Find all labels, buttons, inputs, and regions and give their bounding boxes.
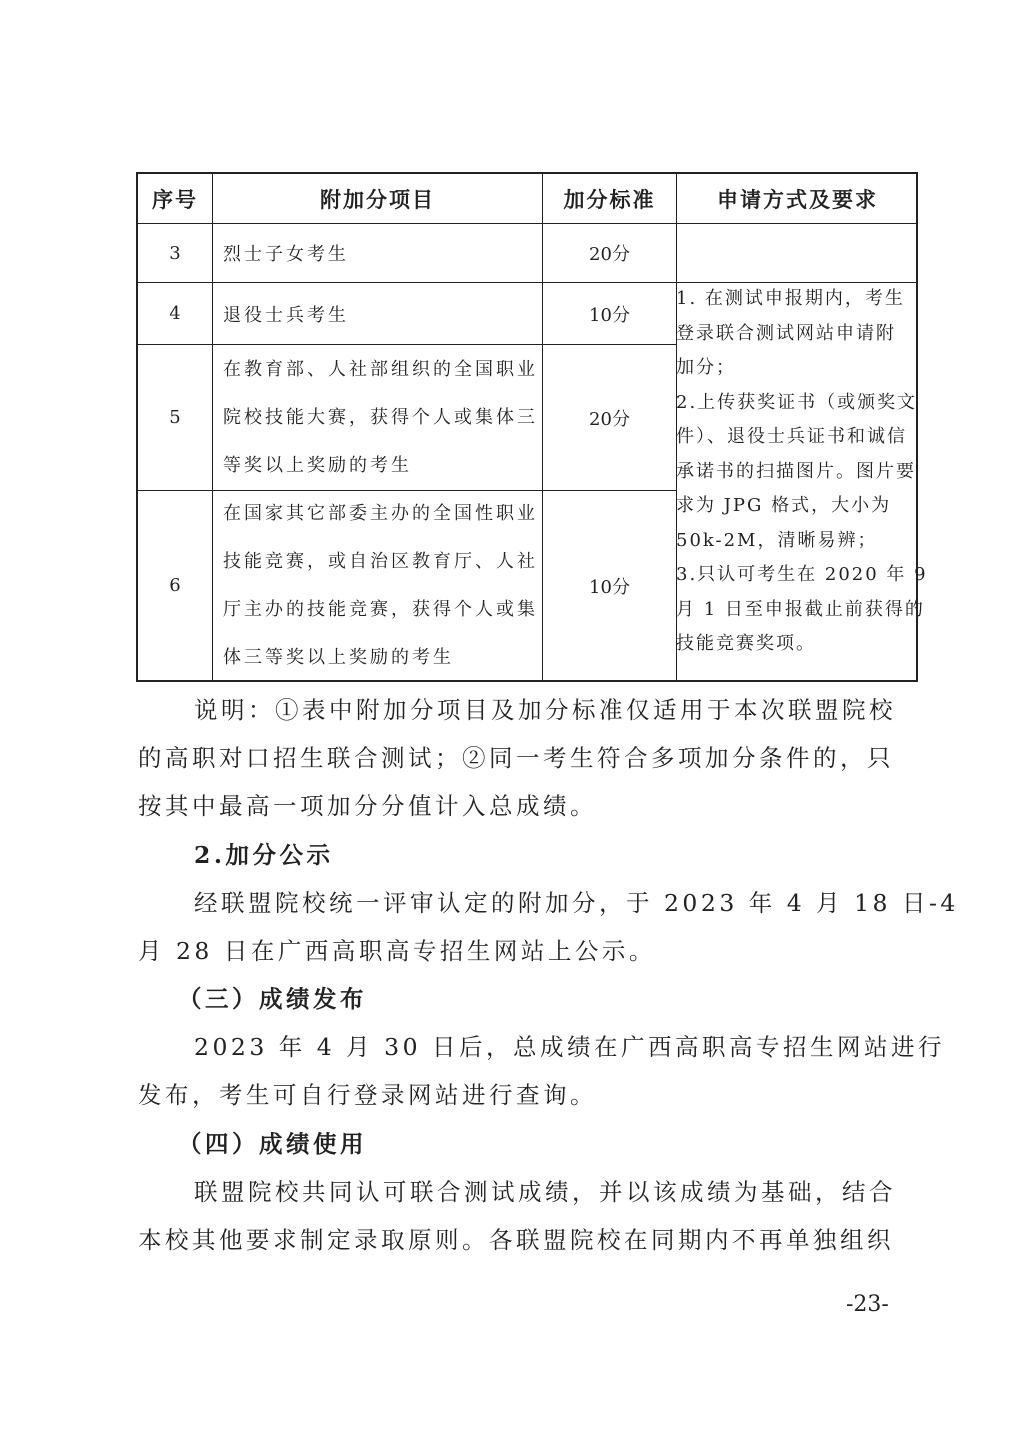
req-line: 登录联合测试网站申请附 (676, 322, 896, 344)
req-line: 加分； (676, 357, 736, 378)
bonus-points-table (136, 172, 928, 682)
req-line: 50k-2M，清晰易辨； (676, 529, 878, 551)
section-score-release (138, 975, 946, 1119)
page-number: -23- (846, 1292, 889, 1317)
item-line: 在教育部、人社部组织的全国职业 (223, 358, 538, 380)
row-score: 10分 (543, 283, 677, 345)
section-heading: （三）成绩发布 (178, 985, 367, 1013)
body-line: 发布，考生可自行登录网站进行查询。 (138, 1081, 597, 1109)
row-requirements-empty (677, 224, 918, 283)
body-line: 2023 年 4 月 30 日后，总成绩在广西高职高专招生网站进行 (194, 1033, 946, 1061)
req-line: 月 1 日至申报截止前获得的 (676, 598, 925, 620)
header-requirements: 申请方式及要求 (677, 174, 918, 224)
item-line: 烈士子女考生 (223, 244, 349, 265)
body-line: 本校其他要求制定录取原则。各联盟院校在同期内不再单独组织 (138, 1226, 894, 1254)
req-line: 件）、退役士兵证书和诚信 (676, 426, 907, 447)
item-line: 等奖以上奖励的考生 (223, 454, 412, 476)
header-no: 序号 (138, 174, 213, 224)
row-score: 10分 (543, 491, 677, 680)
req-line: 1. 在测试申报期内，考生 (676, 288, 905, 309)
item-line: 在国家其它部委主办的全国性职业 (223, 502, 538, 524)
row-score: 20分 (543, 224, 677, 283)
section-bonus-publicity (138, 831, 959, 975)
table-note (138, 686, 908, 830)
section-score-usage (138, 1120, 908, 1264)
application-requirements (676, 282, 928, 662)
row-no: 4 (138, 283, 213, 345)
body-line: 联盟院校共同认可联合测试成绩，并以该成绩为基础，结合 (194, 1178, 896, 1206)
section-heading: 2.加分公示 (194, 841, 334, 869)
item-line: 退役士兵考生 (223, 304, 349, 326)
body-line: 经联盟院校统一评审认定的附加分，于 2023 年 4 月 18 日-4 (194, 889, 959, 917)
row-item (213, 491, 543, 680)
section-heading: （四）成绩使用 (178, 1130, 367, 1158)
item-line: 厅主办的技能竞赛，获得个人或集 (223, 598, 538, 620)
item-line: 院校技能大赛，获得个人或集体三 (223, 406, 538, 428)
req-line: 技能竞赛奖项。 (676, 633, 816, 654)
item-line: 技能竞赛，或自治区教育厅、人社 (223, 550, 538, 572)
body-line: 月 28 日在广西高职高专招生网站上公示。 (138, 937, 656, 965)
row-item (213, 345, 543, 491)
req-line: 承诺书的扫描图片。图片要 (676, 460, 916, 482)
row-no: 6 (138, 491, 213, 680)
row-no: 3 (138, 224, 213, 283)
req-line: 3.只认可考生在 2020 年 9 (676, 564, 928, 585)
req-line: 2.上传获奖证书（或颁奖文 (676, 391, 918, 413)
note-line: 的高职对口招生联合测试；②同一考生符合多项加分条件的，只 (138, 744, 894, 772)
row-no: 5 (138, 345, 213, 491)
header-item: 附加分项目 (213, 174, 543, 224)
row-score: 20分 (543, 345, 677, 491)
note-line: 按其中最高一项加分分值计入总成绩。 (138, 792, 597, 820)
item-line: 体三等奖以上奖励的考生 (223, 646, 454, 668)
header-score: 加分标准 (543, 174, 677, 224)
row-item (213, 283, 543, 345)
note-line: 说明：①表中附加分项目及加分标准仅适用于本次联盟院校 (194, 696, 896, 724)
req-line: 求为 JPG 格式，大小为 (676, 495, 892, 516)
row-item (213, 224, 543, 283)
